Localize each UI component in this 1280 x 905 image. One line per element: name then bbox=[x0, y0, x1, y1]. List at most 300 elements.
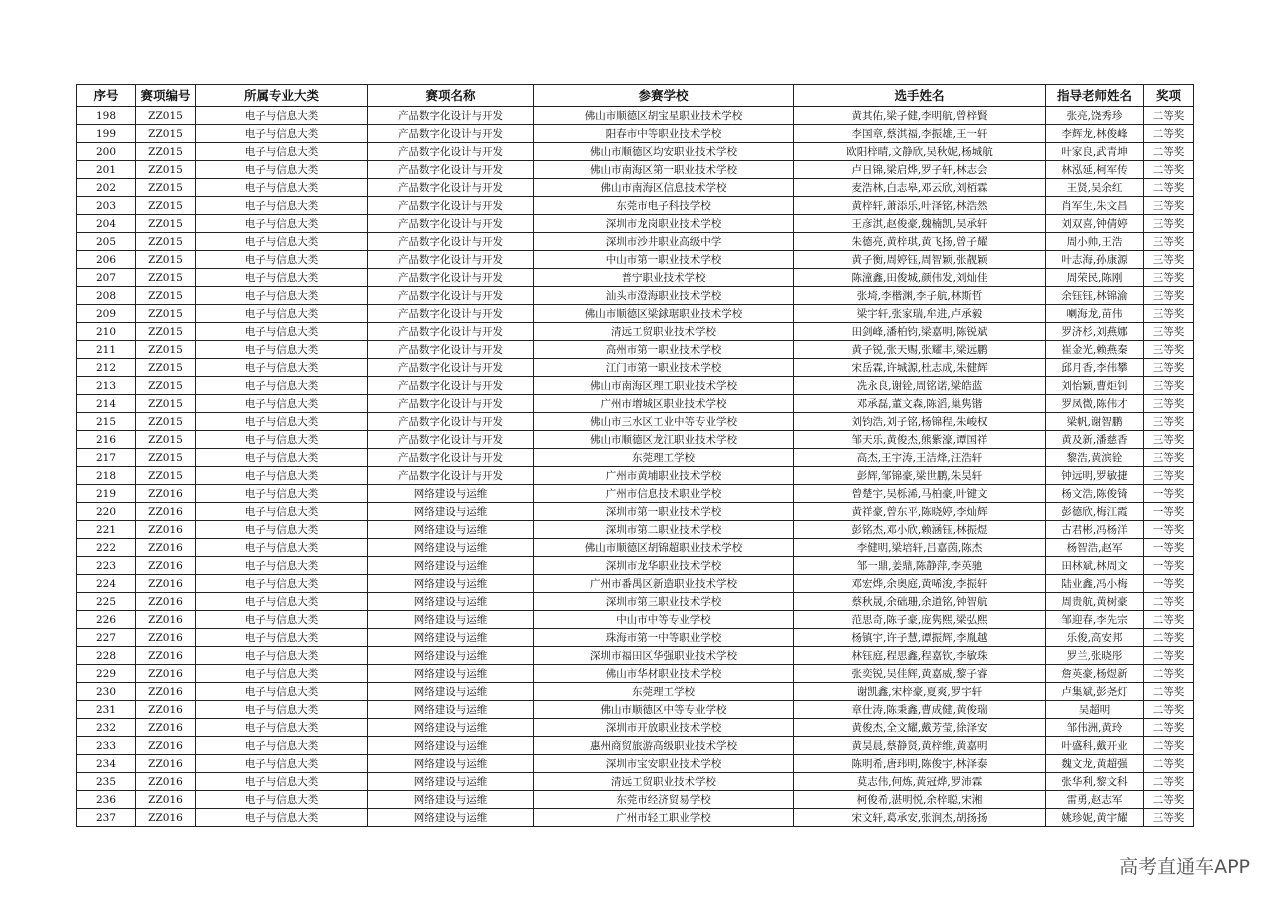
cell-col-event-code: ZZ016 bbox=[136, 503, 196, 521]
cell-col-event-code: ZZ016 bbox=[136, 593, 196, 611]
cell-col-index: 208 bbox=[77, 287, 136, 305]
cell-col-advisors: 田林斌,林周文 bbox=[1046, 557, 1144, 575]
cell-col-advisors: 卢集斌,彭尧灯 bbox=[1046, 683, 1144, 701]
table-row bbox=[77, 503, 1194, 521]
cell-col-contestants: 李国章,蔡淇福,李振雄,王一轩 bbox=[794, 125, 1046, 143]
cell-col-event-code: ZZ015 bbox=[136, 269, 196, 287]
cell-col-school: 汕头市澄海职业技术学校 bbox=[534, 287, 794, 305]
cell-col-event-code: ZZ015 bbox=[136, 413, 196, 431]
cell-col-index: 221 bbox=[77, 521, 136, 539]
cell-col-index: 209 bbox=[77, 305, 136, 323]
cell-col-event-code: ZZ016 bbox=[136, 665, 196, 683]
cell-col-advisors: 邹迎春,李先宗 bbox=[1046, 611, 1144, 629]
table-row bbox=[77, 557, 1194, 575]
cell-col-event-code: ZZ015 bbox=[136, 359, 196, 377]
cell-col-contestants: 邓宏烨,余奥庭,黄唏浚,李振轩 bbox=[794, 575, 1046, 593]
table-row bbox=[77, 431, 1194, 449]
cell-col-advisors: 吴超明 bbox=[1046, 701, 1144, 719]
cell-col-index: 237 bbox=[77, 809, 136, 827]
table-row bbox=[77, 287, 1194, 305]
cell-col-category: 电子与信息大类 bbox=[196, 593, 368, 611]
cell-col-index: 214 bbox=[77, 395, 136, 413]
cell-col-advisors: 杨智浩,赵军 bbox=[1046, 539, 1144, 557]
cell-col-advisors: 肖军生,朱文昌 bbox=[1046, 197, 1144, 215]
cell-col-advisors: 彭德欣,梅江霞 bbox=[1046, 503, 1144, 521]
cell-col-advisors: 姚珍妮,黄宇耀 bbox=[1046, 809, 1144, 827]
cell-col-event-code: ZZ015 bbox=[136, 467, 196, 485]
cell-col-event-name: 产品数字化设计与开发 bbox=[368, 359, 534, 377]
cell-col-award: 三等奖 bbox=[1144, 215, 1194, 233]
cell-col-index: 213 bbox=[77, 377, 136, 395]
cell-col-award: 三等奖 bbox=[1144, 251, 1194, 269]
cell-col-index: 234 bbox=[77, 755, 136, 773]
table-row bbox=[77, 413, 1194, 431]
cell-col-school: 佛山市顺德区梁銶琚职业技术学校 bbox=[534, 305, 794, 323]
cell-col-contestants: 李健明,梁培轩,吕嘉茵,陈杰 bbox=[794, 539, 1046, 557]
cell-col-category: 电子与信息大类 bbox=[196, 701, 368, 719]
cell-col-advisors: 梁帆,谢智鹏 bbox=[1046, 413, 1144, 431]
cell-col-school: 佛山市顺德区龙江职业技术学校 bbox=[534, 431, 794, 449]
cell-col-contestants: 张埼,李楷渊,李子航,林斯哲 bbox=[794, 287, 1046, 305]
table-row bbox=[77, 143, 1194, 161]
cell-col-event-name: 产品数字化设计与开发 bbox=[368, 449, 534, 467]
cell-col-category: 电子与信息大类 bbox=[196, 521, 368, 539]
cell-col-award: 二等奖 bbox=[1144, 593, 1194, 611]
cell-col-event-code: ZZ015 bbox=[136, 431, 196, 449]
cell-col-index: 225 bbox=[77, 593, 136, 611]
cell-col-event-code: ZZ016 bbox=[136, 683, 196, 701]
cell-col-event-code: ZZ016 bbox=[136, 737, 196, 755]
cell-col-index: 230 bbox=[77, 683, 136, 701]
cell-col-contestants: 邓承磊,董文森,陈滔,巢隽锴 bbox=[794, 395, 1046, 413]
cell-col-index: 229 bbox=[77, 665, 136, 683]
cell-col-index: 211 bbox=[77, 341, 136, 359]
cell-col-school: 中山市第一职业技术学校 bbox=[534, 251, 794, 269]
cell-col-event-code: ZZ016 bbox=[136, 575, 196, 593]
cell-col-contestants: 宋岳霖,许城源,杜志成,朱健辉 bbox=[794, 359, 1046, 377]
cell-col-event-name: 网络建设与运维 bbox=[368, 755, 534, 773]
cell-col-advisors: 喇海龙,苗伟 bbox=[1046, 305, 1144, 323]
cell-col-contestants: 范思奇,陈子豪,庞隽熙,梁弘熙 bbox=[794, 611, 1046, 629]
cell-col-category: 电子与信息大类 bbox=[196, 215, 368, 233]
cell-col-contestants: 黄祥豪,曾东平,陈晓婷,李灿辉 bbox=[794, 503, 1046, 521]
cell-col-event-code: ZZ015 bbox=[136, 107, 196, 125]
cell-col-contestants: 张奕锐,吴佳辉,黄嘉威,黎子睿 bbox=[794, 665, 1046, 683]
cell-col-award: 一等奖 bbox=[1144, 575, 1194, 593]
cell-col-index: 228 bbox=[77, 647, 136, 665]
cell-col-school: 深圳市沙井职业高级中学 bbox=[534, 233, 794, 251]
cell-col-award: 三等奖 bbox=[1144, 197, 1194, 215]
cell-col-category: 电子与信息大类 bbox=[196, 539, 368, 557]
table-row bbox=[77, 125, 1194, 143]
cell-col-index: 220 bbox=[77, 503, 136, 521]
cell-col-index: 218 bbox=[77, 467, 136, 485]
cell-col-award: 一等奖 bbox=[1144, 557, 1194, 575]
cell-col-school: 中山市中等专业学校 bbox=[534, 611, 794, 629]
cell-col-award: 二等奖 bbox=[1144, 701, 1194, 719]
table-row bbox=[77, 377, 1194, 395]
table-row bbox=[77, 611, 1194, 629]
cell-col-category: 电子与信息大类 bbox=[196, 809, 368, 827]
table-row bbox=[77, 107, 1194, 125]
cell-col-index: 233 bbox=[77, 737, 136, 755]
cell-col-event-code: ZZ016 bbox=[136, 791, 196, 809]
cell-col-advisors: 乐俊,高安邦 bbox=[1046, 629, 1144, 647]
cell-col-event-code: ZZ016 bbox=[136, 485, 196, 503]
cell-col-event-name: 产品数字化设计与开发 bbox=[368, 395, 534, 413]
cell-col-category: 电子与信息大类 bbox=[196, 503, 368, 521]
cell-col-school: 江门市第一职业技术学校 bbox=[534, 359, 794, 377]
table-row bbox=[77, 485, 1194, 503]
cell-col-index: 223 bbox=[77, 557, 136, 575]
cell-col-event-name: 产品数字化设计与开发 bbox=[368, 323, 534, 341]
cell-col-event-name: 产品数字化设计与开发 bbox=[368, 269, 534, 287]
table-row bbox=[77, 521, 1194, 539]
cell-col-award: 三等奖 bbox=[1144, 467, 1194, 485]
cell-col-award: 二等奖 bbox=[1144, 755, 1194, 773]
cell-col-event-name: 产品数字化设计与开发 bbox=[368, 377, 534, 395]
cell-col-index: 235 bbox=[77, 773, 136, 791]
cell-col-event-code: ZZ015 bbox=[136, 179, 196, 197]
table-row bbox=[77, 467, 1194, 485]
cell-col-event-name: 产品数字化设计与开发 bbox=[368, 287, 534, 305]
cell-col-advisors: 罗兰,张晓彤 bbox=[1046, 647, 1144, 665]
cell-col-index: 202 bbox=[77, 179, 136, 197]
cell-col-contestants: 黄子衡,周婷钰,周智颖,张靓颖 bbox=[794, 251, 1046, 269]
table-row bbox=[77, 197, 1194, 215]
cell-col-event-name: 网络建设与运维 bbox=[368, 791, 534, 809]
cell-col-event-name: 网络建设与运维 bbox=[368, 611, 534, 629]
cell-col-school: 深圳市龙华职业技术学校 bbox=[534, 557, 794, 575]
cell-col-event-name: 产品数字化设计与开发 bbox=[368, 305, 534, 323]
cell-col-index: 210 bbox=[77, 323, 136, 341]
cell-col-award: 一等奖 bbox=[1144, 503, 1194, 521]
cell-col-index: 227 bbox=[77, 629, 136, 647]
table-row bbox=[77, 683, 1194, 701]
cell-col-award: 三等奖 bbox=[1144, 809, 1194, 827]
cell-col-award: 二等奖 bbox=[1144, 107, 1194, 125]
cell-col-category: 电子与信息大类 bbox=[196, 449, 368, 467]
table-row bbox=[77, 665, 1194, 683]
table-row bbox=[77, 575, 1194, 593]
cell-col-contestants: 陈潼鑫,田俊城,颜伟发,刘灿佳 bbox=[794, 269, 1046, 287]
cell-col-event-code: ZZ015 bbox=[136, 233, 196, 251]
cell-col-award: 二等奖 bbox=[1144, 737, 1194, 755]
cell-col-index: 203 bbox=[77, 197, 136, 215]
cell-col-category: 电子与信息大类 bbox=[196, 683, 368, 701]
cell-col-index: 204 bbox=[77, 215, 136, 233]
cell-col-event-code: ZZ015 bbox=[136, 215, 196, 233]
cell-col-contestants: 梁宇轩,张家瑞,牟进,卢承毅 bbox=[794, 305, 1046, 323]
cell-col-school: 东莞市经济贸易学校 bbox=[534, 791, 794, 809]
cell-col-award: 二等奖 bbox=[1144, 773, 1194, 791]
cell-col-contestants: 朱德亮,黄梓琪,黄飞扬,曾子耀 bbox=[794, 233, 1046, 251]
cell-col-school: 深圳市第二职业技术学校 bbox=[534, 521, 794, 539]
cell-col-school: 普宁职业技术学校 bbox=[534, 269, 794, 287]
table-row bbox=[77, 359, 1194, 377]
cell-col-category: 电子与信息大类 bbox=[196, 629, 368, 647]
table-row bbox=[77, 629, 1194, 647]
table-row bbox=[77, 773, 1194, 791]
cell-col-index: 232 bbox=[77, 719, 136, 737]
cell-col-category: 电子与信息大类 bbox=[196, 431, 368, 449]
table-row bbox=[77, 647, 1194, 665]
cell-col-school: 佛山市南海区第一职业技术学校 bbox=[534, 161, 794, 179]
header-col-contestants: 选手姓名 bbox=[794, 85, 1046, 107]
cell-col-category: 电子与信息大类 bbox=[196, 359, 368, 377]
header-col-advisors: 指导老师姓名 bbox=[1046, 85, 1144, 107]
cell-col-event-code: ZZ016 bbox=[136, 521, 196, 539]
cell-col-award: 一等奖 bbox=[1144, 521, 1194, 539]
cell-col-event-code: ZZ015 bbox=[136, 143, 196, 161]
cell-col-advisors: 叶志海,孙康源 bbox=[1046, 251, 1144, 269]
cell-col-award: 二等奖 bbox=[1144, 647, 1194, 665]
cell-col-school: 广州市番禺区新造职业技术学校 bbox=[534, 575, 794, 593]
cell-col-award: 三等奖 bbox=[1144, 377, 1194, 395]
cell-col-award: 三等奖 bbox=[1144, 413, 1194, 431]
cell-col-contestants: 黄俊杰,全文耀,戴芳莹,徐泽安 bbox=[794, 719, 1046, 737]
cell-col-category: 电子与信息大类 bbox=[196, 737, 368, 755]
cell-col-award: 三等奖 bbox=[1144, 359, 1194, 377]
cell-col-advisors: 杨文浩,陈俊锜 bbox=[1046, 485, 1144, 503]
cell-col-index: 216 bbox=[77, 431, 136, 449]
cell-col-event-code: ZZ016 bbox=[136, 629, 196, 647]
cell-col-school: 佛山市顺德区胡锦超职业技术学校 bbox=[534, 539, 794, 557]
cell-col-award: 二等奖 bbox=[1144, 143, 1194, 161]
cell-col-index: 206 bbox=[77, 251, 136, 269]
table-row bbox=[77, 269, 1194, 287]
cell-col-school: 佛山市南海区理工职业技术学校 bbox=[534, 377, 794, 395]
cell-col-award: 二等奖 bbox=[1144, 665, 1194, 683]
cell-col-contestants: 黄梓轩,萧添乐,叶泽铭,林浩然 bbox=[794, 197, 1046, 215]
table-row bbox=[77, 593, 1194, 611]
cell-col-advisors: 黎浩,黄滨铨 bbox=[1046, 449, 1144, 467]
cell-col-award: 二等奖 bbox=[1144, 791, 1194, 809]
cell-col-contestants: 邹天乐,黄俊杰,熊紫濠,谭国祥 bbox=[794, 431, 1046, 449]
cell-col-category: 电子与信息大类 bbox=[196, 611, 368, 629]
table-row bbox=[77, 791, 1194, 809]
cell-col-event-name: 产品数字化设计与开发 bbox=[368, 107, 534, 125]
cell-col-event-code: ZZ015 bbox=[136, 125, 196, 143]
cell-col-index: 226 bbox=[77, 611, 136, 629]
cell-col-event-code: ZZ016 bbox=[136, 701, 196, 719]
cell-col-advisors: 邹伟洲,黄玲 bbox=[1046, 719, 1144, 737]
table-row bbox=[77, 809, 1194, 827]
cell-col-event-code: ZZ015 bbox=[136, 161, 196, 179]
cell-col-index: 215 bbox=[77, 413, 136, 431]
table-body bbox=[77, 107, 1194, 827]
cell-col-event-name: 网络建设与运维 bbox=[368, 557, 534, 575]
cell-col-award: 三等奖 bbox=[1144, 431, 1194, 449]
cell-col-school: 佛山市三水区工业中等专业学校 bbox=[534, 413, 794, 431]
cell-col-event-code: ZZ016 bbox=[136, 539, 196, 557]
cell-col-event-name: 网络建设与运维 bbox=[368, 521, 534, 539]
cell-col-advisors: 周贵航,黄树豪 bbox=[1046, 593, 1144, 611]
cell-col-category: 电子与信息大类 bbox=[196, 413, 368, 431]
cell-col-contestants: 蔡秋晟,余础珊,余道铭,钟智航 bbox=[794, 593, 1046, 611]
cell-col-index: 217 bbox=[77, 449, 136, 467]
cell-col-contestants: 王彦淇,赵俊豪,魏楠凯,吴承轩 bbox=[794, 215, 1046, 233]
cell-col-award: 二等奖 bbox=[1144, 719, 1194, 737]
cell-col-advisors: 雷勇,赵志军 bbox=[1046, 791, 1144, 809]
cell-col-advisors: 古君彬,冯杨洋 bbox=[1046, 521, 1144, 539]
cell-col-category: 电子与信息大类 bbox=[196, 647, 368, 665]
header-col-event-code: 赛项编号 bbox=[136, 85, 196, 107]
cell-col-advisors: 詹英豪,杨煜新 bbox=[1046, 665, 1144, 683]
cell-col-category: 电子与信息大类 bbox=[196, 467, 368, 485]
table-row bbox=[77, 233, 1194, 251]
cell-col-event-code: ZZ016 bbox=[136, 719, 196, 737]
cell-col-contestants: 麦浩林,白志皋,邓云欣,刘栢霖 bbox=[794, 179, 1046, 197]
cell-col-advisors: 林泓延,柯军传 bbox=[1046, 161, 1144, 179]
table-row bbox=[77, 341, 1194, 359]
table-row bbox=[77, 215, 1194, 233]
cell-col-category: 电子与信息大类 bbox=[196, 755, 368, 773]
cell-col-event-code: ZZ016 bbox=[136, 611, 196, 629]
cell-col-contestants: 彭辉,邹锦豪,梁世鹏,朱昊轩 bbox=[794, 467, 1046, 485]
cell-col-contestants: 卢日锦,梁启烨,罗子轩,林志会 bbox=[794, 161, 1046, 179]
cell-col-event-name: 网络建设与运维 bbox=[368, 485, 534, 503]
cell-col-contestants: 欧阳梓晴,文静欣,吴秋妮,杨城航 bbox=[794, 143, 1046, 161]
cell-col-event-name: 网络建设与运维 bbox=[368, 737, 534, 755]
cell-col-event-name: 网络建设与运维 bbox=[368, 683, 534, 701]
header-col-event-name: 赛项名称 bbox=[368, 85, 534, 107]
cell-col-school: 惠州商贸旅游高级职业技术学校 bbox=[534, 737, 794, 755]
cell-col-category: 电子与信息大类 bbox=[196, 341, 368, 359]
cell-col-event-code: ZZ015 bbox=[136, 251, 196, 269]
cell-col-contestants: 曾楚宇,吴栎浠,马柏豪,叶键文 bbox=[794, 485, 1046, 503]
table-row bbox=[77, 737, 1194, 755]
cell-col-school: 深圳市宝安职业技术学校 bbox=[534, 755, 794, 773]
cell-col-advisors: 罗济杉,刘燕娜 bbox=[1046, 323, 1144, 341]
cell-col-school: 清远工贸职业技术学校 bbox=[534, 323, 794, 341]
cell-col-award: 三等奖 bbox=[1144, 323, 1194, 341]
cell-col-index: 224 bbox=[77, 575, 136, 593]
cell-col-category: 电子与信息大类 bbox=[196, 125, 368, 143]
cell-col-contestants: 田剑峰,潘柏钧,梁嘉明,陈锐斌 bbox=[794, 323, 1046, 341]
cell-col-category: 电子与信息大类 bbox=[196, 233, 368, 251]
cell-col-award: 三等奖 bbox=[1144, 341, 1194, 359]
cell-col-index: 200 bbox=[77, 143, 136, 161]
cell-col-school: 东莞理工学校 bbox=[534, 683, 794, 701]
cell-col-award: 三等奖 bbox=[1144, 269, 1194, 287]
cell-col-advisors: 陆业鑫,冯小梅 bbox=[1046, 575, 1144, 593]
cell-col-event-name: 产品数字化设计与开发 bbox=[368, 413, 534, 431]
cell-col-school: 深圳市第三职业技术学校 bbox=[534, 593, 794, 611]
cell-col-school: 东莞理工学校 bbox=[534, 449, 794, 467]
cell-col-advisors: 刘双喜,钟倩婷 bbox=[1046, 215, 1144, 233]
header-col-award: 奖项 bbox=[1144, 85, 1194, 107]
cell-col-category: 电子与信息大类 bbox=[196, 269, 368, 287]
cell-col-event-code: ZZ016 bbox=[136, 755, 196, 773]
cell-col-event-name: 网络建设与运维 bbox=[368, 809, 534, 827]
cell-col-event-name: 产品数字化设计与开发 bbox=[368, 215, 534, 233]
cell-col-contestants: 陈明希,唐玮明,陈俊宇,林泽泰 bbox=[794, 755, 1046, 773]
cell-col-award: 一等奖 bbox=[1144, 539, 1194, 557]
cell-col-contestants: 宋文轩,葛承安,张润杰,胡扬扬 bbox=[794, 809, 1046, 827]
cell-col-advisors: 罗凤微,陈伟才 bbox=[1046, 395, 1144, 413]
cell-col-event-code: ZZ016 bbox=[136, 557, 196, 575]
cell-col-category: 电子与信息大类 bbox=[196, 143, 368, 161]
cell-col-advisors: 张亮,饶秀珍 bbox=[1046, 107, 1144, 125]
cell-col-event-code: ZZ015 bbox=[136, 305, 196, 323]
cell-col-advisors: 张华利,黎文科 bbox=[1046, 773, 1144, 791]
cell-col-category: 电子与信息大类 bbox=[196, 575, 368, 593]
cell-col-school: 佛山市顺德区胡宝星职业技术学校 bbox=[534, 107, 794, 125]
cell-col-index: 207 bbox=[77, 269, 136, 287]
cell-col-event-code: ZZ016 bbox=[136, 647, 196, 665]
cell-col-event-name: 产品数字化设计与开发 bbox=[368, 431, 534, 449]
cell-col-contestants: 林钰庭,程思鑫,程嘉钦,李敏珠 bbox=[794, 647, 1046, 665]
table-row bbox=[77, 449, 1194, 467]
cell-col-school: 佛山市华材职业技术学校 bbox=[534, 665, 794, 683]
cell-col-event-name: 产品数字化设计与开发 bbox=[368, 467, 534, 485]
cell-col-category: 电子与信息大类 bbox=[196, 287, 368, 305]
cell-col-award: 二等奖 bbox=[1144, 611, 1194, 629]
cell-col-award: 二等奖 bbox=[1144, 161, 1194, 179]
cell-col-event-name: 产品数字化设计与开发 bbox=[368, 341, 534, 359]
cell-col-category: 电子与信息大类 bbox=[196, 161, 368, 179]
cell-col-award: 二等奖 bbox=[1144, 629, 1194, 647]
cell-col-event-code: ZZ015 bbox=[136, 449, 196, 467]
cell-col-contestants: 柯俊希,湛明悦,余梓聪,宋湘 bbox=[794, 791, 1046, 809]
cell-col-index: 219 bbox=[77, 485, 136, 503]
cell-col-contestants: 冼永良,谢铨,周铭诺,梁皓蓝 bbox=[794, 377, 1046, 395]
cell-col-event-name: 产品数字化设计与开发 bbox=[368, 161, 534, 179]
cell-col-index: 205 bbox=[77, 233, 136, 251]
cell-col-school: 广州市黄埔职业技术学校 bbox=[534, 467, 794, 485]
cell-col-event-name: 网络建设与运维 bbox=[368, 575, 534, 593]
cell-col-event-code: ZZ015 bbox=[136, 197, 196, 215]
watermark-text: 高考直通车APP bbox=[1119, 856, 1250, 878]
cell-col-event-code: ZZ015 bbox=[136, 377, 196, 395]
cell-col-event-code: ZZ015 bbox=[136, 323, 196, 341]
cell-col-event-name: 网络建设与运维 bbox=[368, 593, 534, 611]
cell-col-contestants: 邹一鼎,姜鼎,陈静萍,李英驰 bbox=[794, 557, 1046, 575]
cell-col-contestants: 谢凯鑫,宋梓豪,夏爽,罗宇轩 bbox=[794, 683, 1046, 701]
cell-col-school: 深圳市第一职业技术学校 bbox=[534, 503, 794, 521]
cell-col-school: 东莞市电子科技学校 bbox=[534, 197, 794, 215]
cell-col-index: 236 bbox=[77, 791, 136, 809]
cell-col-advisors: 王贤,吴余红 bbox=[1046, 179, 1144, 197]
cell-col-category: 电子与信息大类 bbox=[196, 305, 368, 323]
cell-col-award: 三等奖 bbox=[1144, 395, 1194, 413]
cell-col-category: 电子与信息大类 bbox=[196, 323, 368, 341]
cell-col-award: 三等奖 bbox=[1144, 287, 1194, 305]
cell-col-contestants: 黄其佑,梁子健,李明航,曾梓賢 bbox=[794, 107, 1046, 125]
cell-col-school: 阳春市中等职业技术学校 bbox=[534, 125, 794, 143]
table-row bbox=[77, 179, 1194, 197]
cell-col-school: 广州市轻工职业学校 bbox=[534, 809, 794, 827]
header-col-school: 参赛学校 bbox=[534, 85, 794, 107]
cell-col-advisors: 邱月香,李伟攀 bbox=[1046, 359, 1144, 377]
cell-col-event-name: 产品数字化设计与开发 bbox=[368, 125, 534, 143]
table-row bbox=[77, 251, 1194, 269]
cell-col-category: 电子与信息大类 bbox=[196, 179, 368, 197]
cell-col-school: 佛山市顺德区中等专业学校 bbox=[534, 701, 794, 719]
cell-col-advisors: 周荣民,陈刚 bbox=[1046, 269, 1144, 287]
cell-col-event-code: ZZ015 bbox=[136, 287, 196, 305]
cell-col-contestants: 黄昊晨,蔡静贤,黄梓维,黄嘉明 bbox=[794, 737, 1046, 755]
cell-col-award: 三等奖 bbox=[1144, 233, 1194, 251]
cell-col-advisors: 黄及新,潘慈香 bbox=[1046, 431, 1144, 449]
cell-col-award: 一等奖 bbox=[1144, 485, 1194, 503]
cell-col-advisors: 魏文龙,黄超强 bbox=[1046, 755, 1144, 773]
cell-col-advisors: 刘怡颖,曹炬钊 bbox=[1046, 377, 1144, 395]
cell-col-category: 电子与信息大类 bbox=[196, 719, 368, 737]
cell-col-category: 电子与信息大类 bbox=[196, 665, 368, 683]
cell-col-category: 电子与信息大类 bbox=[196, 557, 368, 575]
